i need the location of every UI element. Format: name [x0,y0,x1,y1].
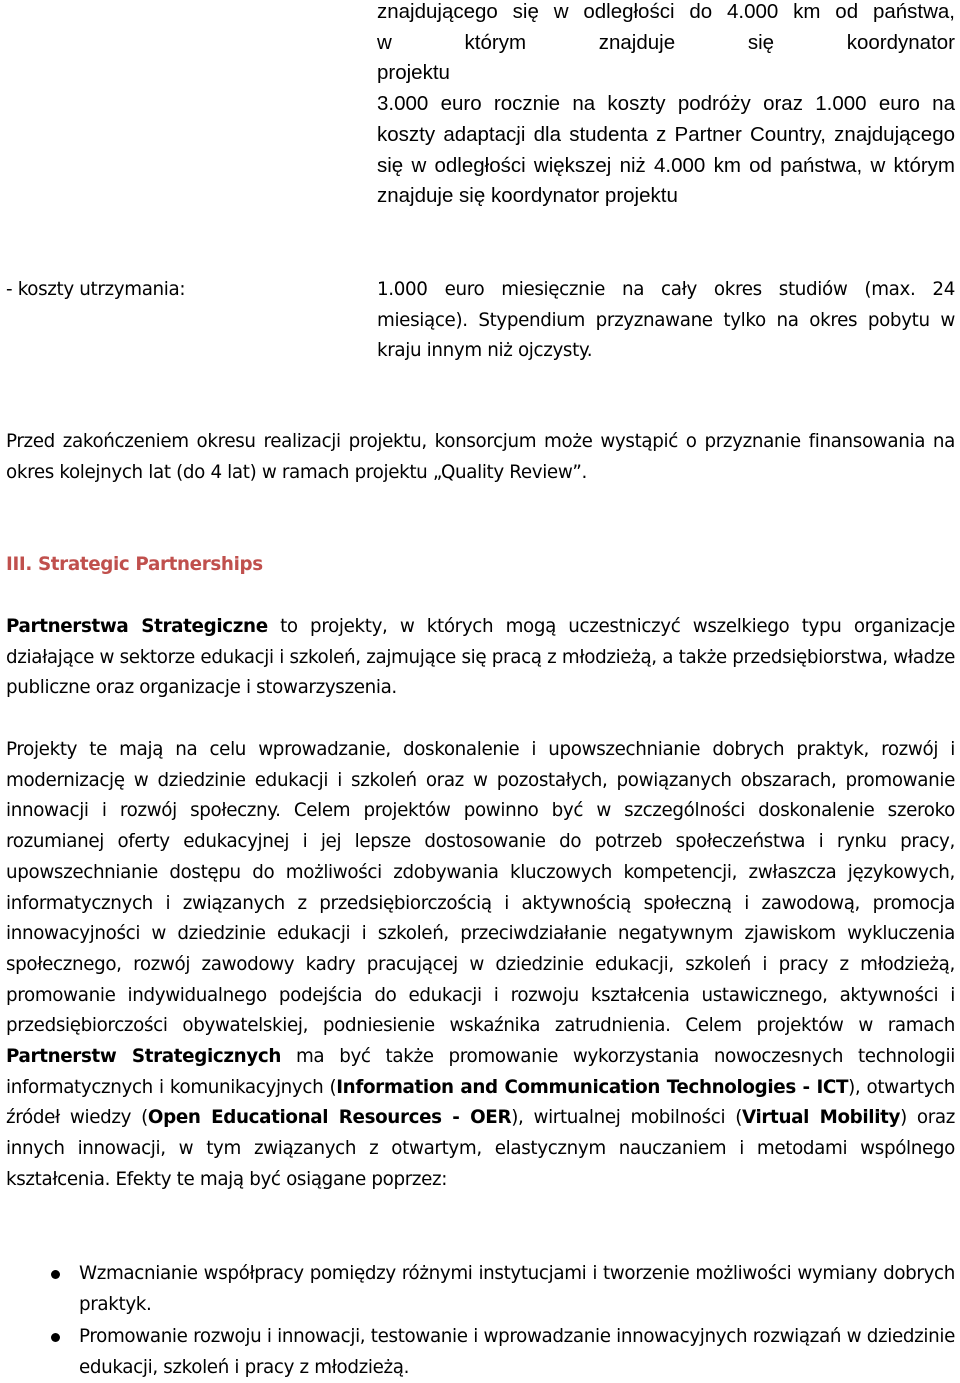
continuation-line-1: znajdującego się w odległości do 4.000 km od państwa, [377,0,955,23]
bullet-item-2: Promowanie rozwoju i innowacji, testowanie i wprowadzanie innowacyjnych rozwiązań w dziedzinie edukacji, szkoleń i pracy z młodzieżą. [79,1326,955,1378]
travel-costs-paragraph: 3.000 euro rocznie na koszty podróży oraz 1.000 euro na koszty adaptacji dla studenta z Partner Country, znajdującego się w odległości większej niż 4.000 km od państwa, w którym znajduje się koordynator projektu [377,92,955,208]
section-heading: III. Strategic Partnerships [6,554,263,575]
partnerships-paragraph [6,612,955,704]
travel-costs-continuation [377,0,955,212]
goals-bold-oer: Open Educational Resources - OER [147,1107,512,1129]
maintenance-label: - koszty utrzymania: [6,279,186,300]
quality-review-paragraph: Przed zakończeniem okresu realizacji projektu, konsorcjum może wystąpić o przyznanie finansowania na okres kolejnych lat (do 4 lat) w ramach projektu „Quality Review”. [6,431,955,483]
goals-bold-partnerships: Partnerstw Strategicznych [6,1046,282,1068]
bullet-dot-2 [51,1333,60,1342]
maintenance-text: 1.000 euro miesięcznie na cały okres studiów (max. 24 miesiące). Stypendium przyznawane tylko na okres pobytu w kraju innym niż ojczysty. [377,279,955,362]
partnerships-bold-lead: Partnerstwa Strategiczne [6,616,268,637]
bullet-dot-1 [51,1270,60,1279]
continuation-line-2: w którym znajduje się koordynator [377,30,955,54]
goals-bold-virtual-mobility: Virtual Mobility [742,1107,901,1129]
goals-text-3: ), otwartych źródeł wiedzy ( [6,1076,956,1129]
goals-bold-ict: Information and Communication Technologies - ICT [336,1076,849,1098]
goals-paragraph [6,735,955,1196]
continuation-line-3: projektu [377,61,450,85]
goals-text-1: Projekty te mają na celu wprowadzanie, doskonalenie i upowszechnianie dobrych praktyk, rozwój i modernizację w dziedzinie edukacji i szkoleń oraz w pozostałych, powiązanych obszarach, promowanie innowacji i rozwój społeczny. Celem projektów powinno być w szczególności doskonalenie szeroko rozumianej oferty edukacyjnej i jej lepsze dostosowanie do potrzeb społeczeństwa i rynku pracy, upowszechnianie dostępu do możliwości zdobywania kluczowych kompetencji, zwłaszcza językowych, informatycznych i związanych z przedsiębiorczością i aktywnością społeczną i zawodową, promocja innowacyjności w dziedzinie edukacji i szkoleń, przeciwdziałanie negatywnym zjawiskom wykluczenia społecznego, rozwój zawodowy kadry pracującej w dziedzinie edukacji, szkoleń i pracy z młodzieżą, promowanie indywidualnego podejścia do edukacji i rozwoju kształcenia ustawicznego, aktywności i przedsiębiorczości obywatelskiej, podniesienie wskaźnika zatrudnienia. Celem projektów w ramach [6,739,955,1037]
partnerships-text: to projekty, w których mogą uczestniczyć wszelkiego typu organizacje działające w sektorze edukacji i szkoleń, zajmujące się pracą z młodzieżą, a także przedsiębiorstwa, władze publiczne oraz organizacje i stowarzyszenia. [6,616,955,699]
goals-text-5: ) oraz innych innowacji, w tym związanych z otwartym, elastycznym nauczaniem i metodami wspólnego kształcenia. Efekty te mają być osiągane poprzez: [6,1107,956,1190]
goals-text-4: ), wirtualnej mobilności ( [511,1107,742,1129]
bullet-item-1: Wzmacnianie współpracy pomiędzy różnymi instytucjami i tworzenie możliwości wymiany dobrych praktyk. [79,1263,955,1315]
goals-text-2: ma być także promowanie wykorzystania nowoczesnych technologii informatycznych i komunikacyjnych ( [6,1046,955,1098]
